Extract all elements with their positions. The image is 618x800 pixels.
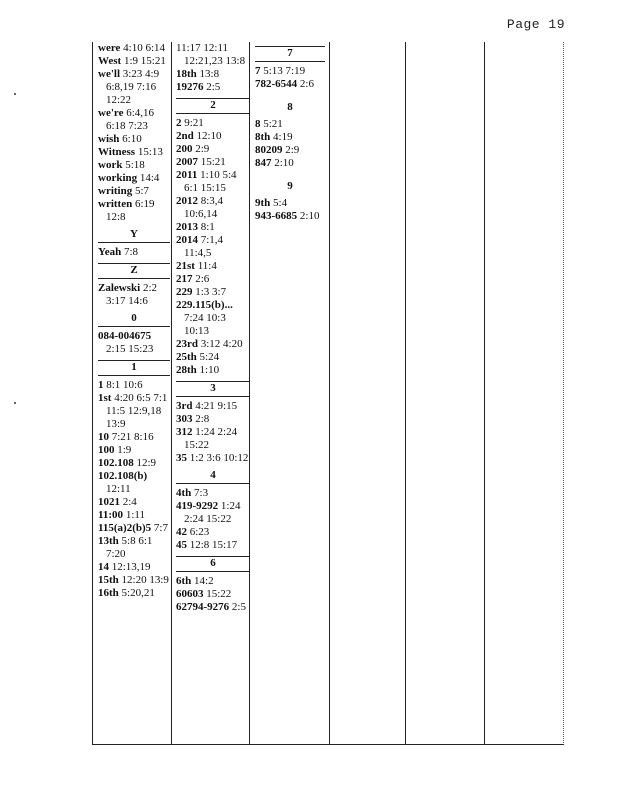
index-term: 28th <box>176 364 197 376</box>
index-refs: 5:20,21 <box>121 587 155 599</box>
index-entry <box>255 78 327 91</box>
index-entry <box>176 575 252 588</box>
index-entry <box>98 282 172 308</box>
index-refs: 1:24 2:24 15:22 <box>184 426 238 451</box>
index-entry <box>98 107 172 133</box>
index-entry <box>176 68 252 81</box>
index-refs: 12:20 13:9 <box>121 574 169 586</box>
index-entry <box>98 392 172 431</box>
index-entry <box>98 431 172 444</box>
index-refs: 6:4,16 6:18 7:23 <box>106 107 155 132</box>
index-refs: 6:10 <box>122 133 142 145</box>
index-term: 102.108(b) <box>98 470 148 482</box>
index-term: we're <box>98 107 124 119</box>
index-term: 229 <box>176 286 193 298</box>
index-entry <box>176 400 252 413</box>
index-term: 115(a)2(b)5 <box>98 522 152 534</box>
index-section-header: Y <box>98 228 170 243</box>
index-entry <box>98 561 172 574</box>
index-term: 312 <box>176 426 193 438</box>
index-term: 19276 <box>176 81 204 93</box>
index-term: 782-6544 <box>255 78 298 90</box>
index-refs: 7:3 <box>194 487 209 499</box>
index-term: 23rd <box>176 338 198 350</box>
index-refs: 5:7 <box>134 185 150 197</box>
index-refs: 1:11 <box>125 509 145 521</box>
index-entry <box>176 130 252 143</box>
index-entry <box>98 496 172 509</box>
index-entry <box>98 444 172 457</box>
index-term: Zalewski <box>98 282 141 294</box>
index-term: 100 <box>98 444 115 456</box>
index-term: 2007 <box>176 156 198 168</box>
index-refs: 1:3 3:7 <box>195 286 227 298</box>
index-term: 1021 <box>98 496 120 508</box>
index-term: we'll <box>98 68 120 80</box>
index-term: Witness <box>98 146 136 158</box>
index-refs: 2:9 <box>285 144 300 156</box>
index-entry <box>176 286 252 299</box>
index-term: 6th <box>176 575 192 587</box>
index-term: 8 <box>255 118 261 130</box>
index-entry <box>98 42 172 55</box>
index-term: 80209 <box>255 144 283 156</box>
index-entry <box>255 210 327 223</box>
index-term: 45 <box>176 539 187 551</box>
index-refs: 4:20 6:5 7:1 11:5 12:9,18 13:9 <box>106 392 168 430</box>
index-refs: 2:5 <box>231 601 246 613</box>
index-term: 35 <box>176 452 187 464</box>
page-label: Page 19 <box>506 17 565 32</box>
index-entry <box>176 260 252 273</box>
index-refs: 14:2 <box>194 575 214 587</box>
index-term: 943-6685 <box>255 210 298 222</box>
index-section-header: 7 <box>255 46 325 62</box>
index-entry <box>176 588 252 601</box>
index-term: writing <box>98 185 133 197</box>
index-refs: 7:8 <box>123 246 139 258</box>
index-term: 2014 <box>176 234 198 246</box>
index-term: working <box>98 172 138 184</box>
index-term: 25th <box>176 351 197 363</box>
index-entry <box>176 601 252 614</box>
index-entry <box>98 574 172 587</box>
index-term: 18th <box>176 68 197 80</box>
index-entry <box>255 131 327 144</box>
index-term: 10 <box>98 431 109 443</box>
index-refs: 7:1,4 11:4,5 <box>184 234 224 259</box>
index-refs: 3:23 4:9 6:8,19 7:16 12:22 <box>106 68 160 106</box>
index-entry <box>98 457 172 470</box>
index-term: 2 <box>176 117 182 129</box>
index-refs: 8:1 10:6 <box>106 379 143 391</box>
index-entry <box>98 133 172 146</box>
index-refs: 5:8 6:1 7:20 <box>106 535 153 560</box>
index-refs: 12:13,19 <box>111 561 151 573</box>
index-entry <box>255 197 327 210</box>
index-column-2 <box>176 42 252 614</box>
index-entry <box>176 273 252 286</box>
index-entry <box>98 509 172 522</box>
index-entry <box>176 338 252 351</box>
index-entry <box>98 246 172 259</box>
index-term: written <box>98 198 133 210</box>
index-refs: 2:6 <box>195 273 210 285</box>
index-refs: 5:4 <box>273 197 288 209</box>
index-term: 3rd <box>176 400 193 412</box>
index-term: West <box>98 55 122 67</box>
index-entry <box>98 159 172 172</box>
index-refs: 1:9 <box>117 444 132 456</box>
index-refs: 6:23 <box>189 526 210 538</box>
index-entry <box>98 587 172 600</box>
column-divider <box>405 42 406 744</box>
index-entry <box>176 526 252 539</box>
index-refs: 11:17 12:11 12:21,23 13:8 <box>176 42 246 67</box>
index-refs: 12:8 15:17 <box>189 539 238 551</box>
index-section-header: 4 <box>176 469 250 484</box>
index-entry <box>176 81 252 94</box>
index-entry <box>176 413 252 426</box>
index-entry <box>98 198 172 224</box>
index-refs: 4:10 6:14 <box>123 42 166 54</box>
index-term: 42 <box>176 526 187 538</box>
index-entry <box>98 172 172 185</box>
index-term: 13th <box>98 535 119 547</box>
index-refs: 12:10 <box>196 130 222 142</box>
index-entry <box>98 522 172 535</box>
index-entry <box>255 157 327 170</box>
column-divider <box>329 42 330 744</box>
index-term: 303 <box>176 413 193 425</box>
index-refs: 2:4 <box>122 496 137 508</box>
index-refs: 14:4 <box>139 172 160 184</box>
index-term: 217 <box>176 273 193 285</box>
index-section-header: 2 <box>176 98 250 114</box>
index-refs: 7:21 8:16 <box>111 431 154 443</box>
margin-mark <box>14 93 16 95</box>
index-section-header: 0 <box>98 312 170 327</box>
index-term: 7 <box>255 65 261 77</box>
index-refs: 1:2 3:6 10:12 <box>189 452 249 464</box>
index-term: 15th <box>98 574 119 586</box>
index-section-header: 6 <box>176 556 250 572</box>
index-refs: 11:4 <box>197 260 217 272</box>
index-entry <box>176 221 252 234</box>
index-refs: 8:1 <box>200 221 215 233</box>
index-term: were <box>98 42 121 54</box>
index-entry <box>176 156 252 169</box>
index-term: 4th <box>176 487 192 499</box>
index-entry <box>176 299 252 338</box>
index-term: 102.108 <box>98 457 134 469</box>
index-refs: 7:24 10:3 10:13 <box>184 312 226 337</box>
index-entry <box>176 143 252 156</box>
index-term: 9th <box>255 197 271 209</box>
index-refs: 2:6 <box>299 78 314 90</box>
index-refs: 12:11 <box>106 483 131 495</box>
index-term: 1 <box>98 379 104 391</box>
index-term: 084-004675 <box>98 330 152 342</box>
index-column-3 <box>255 42 327 223</box>
index-entry <box>176 487 252 500</box>
index-term: 14 <box>98 561 109 573</box>
index-term: wish <box>98 133 120 145</box>
margin-mark <box>14 402 16 404</box>
index-entry <box>176 169 252 195</box>
index-term: 229.115(b)... <box>176 299 233 311</box>
index-term: 8th <box>255 131 271 143</box>
index-entry <box>98 68 172 107</box>
index-refs: 2:10 <box>274 157 294 169</box>
index-entry <box>176 500 252 526</box>
index-term: 200 <box>176 143 193 155</box>
index-entry <box>98 146 172 159</box>
index-refs: 5:13 7:19 <box>263 65 306 77</box>
index-refs: 7:7 <box>153 522 168 534</box>
index-entry <box>176 117 252 130</box>
index-section-header: 3 <box>176 381 250 397</box>
index-refs: 1:10 <box>199 364 220 376</box>
index-section-header: 1 <box>98 360 170 376</box>
index-term: 2nd <box>176 130 194 142</box>
index-term: 1st <box>98 392 112 404</box>
index-term: work <box>98 159 123 171</box>
index-refs: 15:21 <box>200 156 226 168</box>
column-divider <box>484 42 485 744</box>
index-refs: 3:12 4:20 <box>200 338 243 350</box>
index-entry <box>255 118 327 131</box>
index-entry <box>176 42 252 68</box>
index-term: Yeah <box>98 246 122 258</box>
index-refs: 1:24 2:24 15:22 <box>184 500 241 525</box>
index-term: 62794-9276 <box>176 601 230 613</box>
index-refs: 4:21 9:15 <box>195 400 238 412</box>
index-entry <box>176 195 252 221</box>
index-term: 2011 <box>176 169 198 181</box>
index-entry <box>98 470 172 496</box>
index-refs: 8:3,4 10:6,14 <box>184 195 224 220</box>
index-entry <box>98 535 172 561</box>
index-refs: 1:10 5:4 6:1 15:15 <box>184 169 237 194</box>
index-entry <box>98 55 172 68</box>
index-entry <box>255 144 327 157</box>
index-section-header: 8 <box>287 101 293 113</box>
index-entry <box>176 351 252 364</box>
index-refs: 5:21 <box>263 118 283 130</box>
index-term: 419-9292 <box>176 500 219 512</box>
index-entry <box>176 539 252 552</box>
index-section-header: Z <box>98 263 170 279</box>
index-term: 2013 <box>176 221 198 233</box>
index-refs: 2:5 <box>206 81 221 93</box>
index-entry <box>98 330 172 356</box>
index-refs: 2:10 <box>299 210 320 222</box>
index-entry <box>176 426 252 452</box>
index-refs: 13:8 <box>199 68 220 80</box>
index-term: 2012 <box>176 195 198 207</box>
index-term: 60603 <box>176 588 204 600</box>
index-entry <box>176 364 252 377</box>
index-term: 847 <box>255 157 272 169</box>
index-refs: 2:2 3:17 14:6 <box>106 282 157 307</box>
index-refs: 6:19 12:8 <box>106 198 155 223</box>
index-entry <box>98 185 172 198</box>
index-term: 21st <box>176 260 195 272</box>
index-section-header: 9 <box>287 180 293 192</box>
index-refs: 15:22 <box>206 588 232 600</box>
index-term: 16th <box>98 587 119 599</box>
index-term: 11:00 <box>98 509 124 521</box>
index-refs: 15:13 <box>137 146 163 158</box>
index-entry <box>176 234 252 260</box>
index-refs: 2:15 15:23 <box>106 343 154 355</box>
index-refs: 9:21 <box>184 117 204 129</box>
index-refs: 2:8 <box>195 413 210 425</box>
index-refs: 12:9 <box>136 457 157 469</box>
index-refs: 2:9 <box>195 143 210 155</box>
index-entry <box>98 379 172 392</box>
index-entry <box>255 65 327 78</box>
index-refs: 5:24 <box>199 351 220 363</box>
index-refs: 4:19 <box>273 131 293 143</box>
index-entry <box>176 452 252 465</box>
index-column-1 <box>98 42 172 600</box>
index-refs: 1:9 15:21 <box>123 55 166 67</box>
index-refs: 5:18 <box>125 159 145 171</box>
